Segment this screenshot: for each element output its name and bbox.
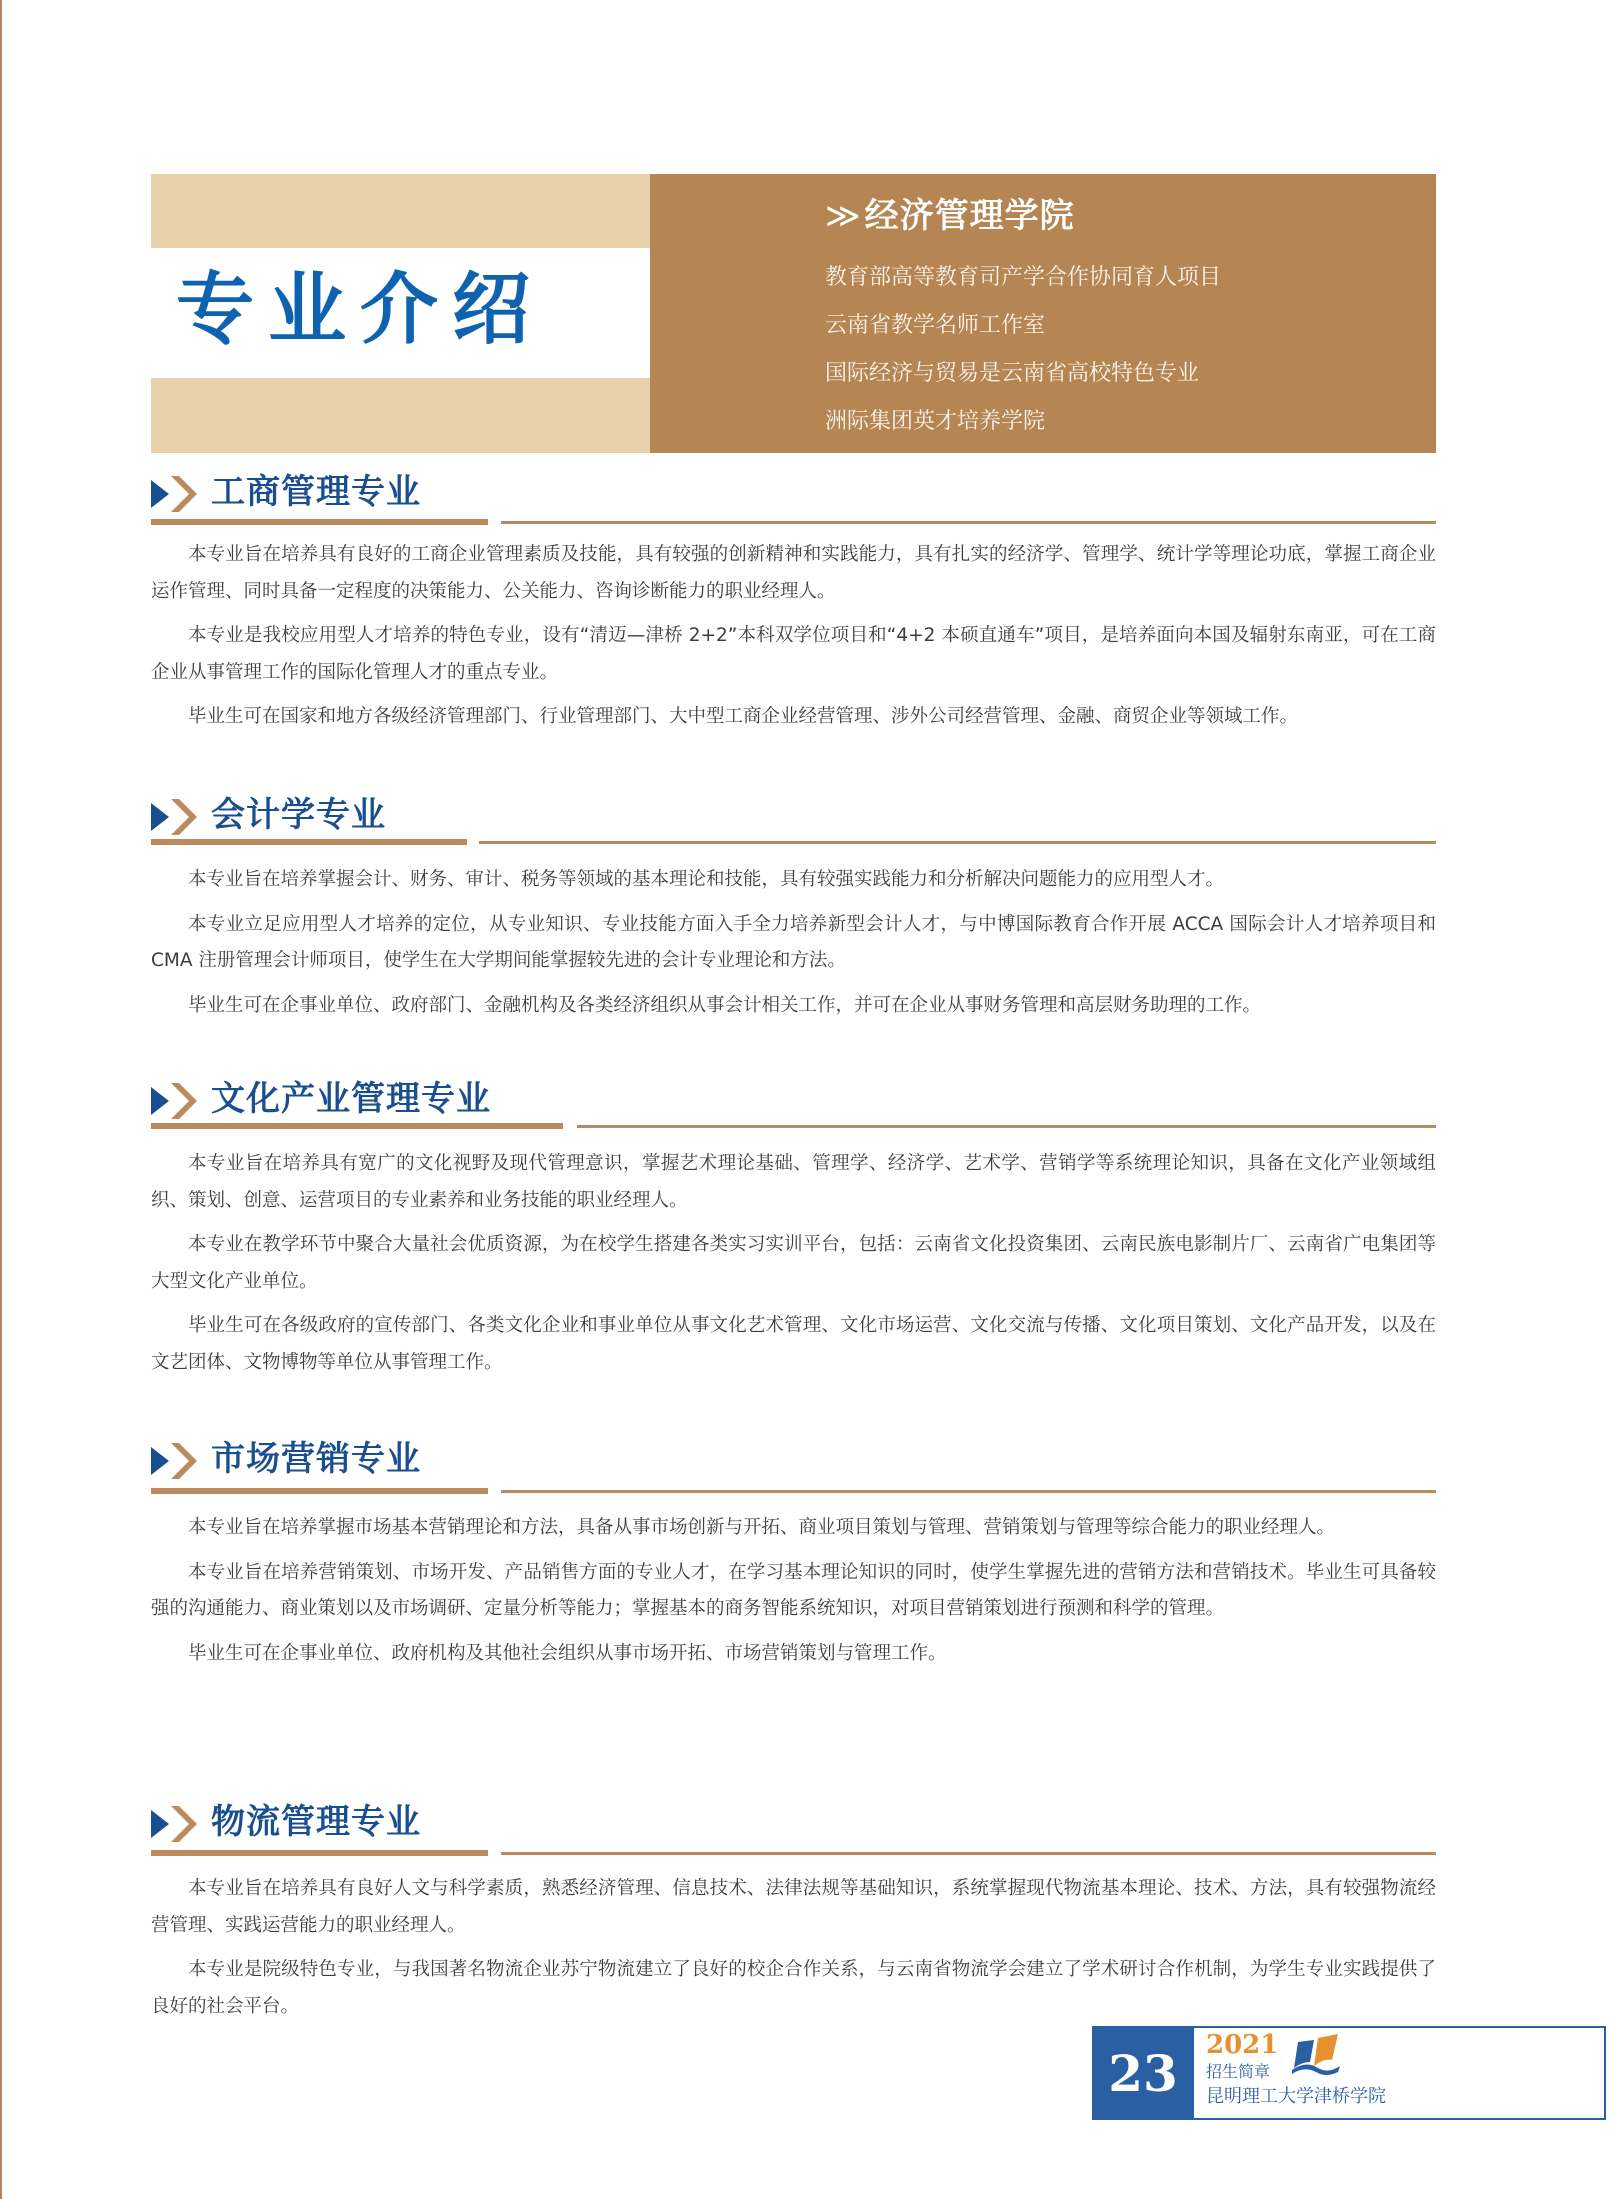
college-highlight: 洲际集团英才培养学院 bbox=[825, 409, 1046, 434]
paragraph: 毕业生可在企事业单位、政府部门、金融机构及各类经济组织从事会计相关工作，并可在企业从事财务管理和高层财务助理的工作。 bbox=[188, 994, 1262, 1016]
section-marketing bbox=[151, 1434, 1436, 1664]
paragraph: 本专业旨在培养营销策划、市场开发、产品销售方面的专业人才，在学习基本理论知识的同时，使学生掌握先进的营销方法和营销技术。毕业生可具备较强的沟通能力、商业策划以及市场调研、定量分析等能力；掌握基本的商务智能系统知识，对项目营销策划进行预测和科学的管理。 bbox=[151, 1561, 1436, 1619]
paragraph: 毕业生可在各级政府的宣传部门、各类文化企业和事业单位从事文化艺术管理、文化市场运营、文化交流与传播、文化项目策划、文化产品开发，以及在文艺团体、文物博物等单位从事管理工作。 bbox=[151, 1315, 1436, 1373]
section-heading bbox=[151, 1797, 1436, 1853]
page-edge-stripe bbox=[0, 0, 2, 2199]
section-cultural-industry bbox=[151, 1074, 1436, 1373]
college-highlight: 国际经济与贸易是云南省高校特色专业 bbox=[825, 361, 1200, 386]
section-heading bbox=[151, 467, 1436, 523]
section-body bbox=[151, 537, 1436, 744]
section-body bbox=[151, 862, 1436, 1032]
section-title: 文化产业管理专业 bbox=[211, 1079, 491, 1119]
section-logistics bbox=[151, 1797, 1436, 2017]
college-panel bbox=[650, 174, 1436, 453]
paragraph: 本专业旨在培养具有宽广的文化视野及现代管理意识，掌握艺术理论基础、管理学、经济学、艺术学、营销学等系统理论知识，具备在文化产业领域组织、策划、创意、运营项目的专业素养和业务技能的职业经理人。 bbox=[151, 1153, 1436, 1211]
section-rule-thick bbox=[151, 519, 488, 525]
section-rule-thick bbox=[151, 1850, 488, 1856]
section-rule-thin bbox=[479, 841, 1436, 844]
section-heading bbox=[151, 1434, 1436, 1490]
section-heading bbox=[151, 1074, 1436, 1130]
section-rule-thin bbox=[501, 521, 1436, 524]
section-arrow-icon bbox=[151, 1805, 203, 1843]
brochure-subtitle: 招生简章 bbox=[1206, 2062, 1271, 2081]
section-heading bbox=[151, 790, 1436, 846]
school-name: 昆明理工大学津桥学院 bbox=[1206, 2086, 1386, 2107]
section-business-admin bbox=[151, 467, 1436, 727]
footer-brand-box bbox=[1194, 2026, 1606, 2120]
college-heading bbox=[825, 196, 1075, 236]
paragraph: 本专业旨在培养掌握会计、财务、审计、税务等领域的基本理论和技能，具有较强实践能力和分析解决问题能力的应用型人才。 bbox=[188, 869, 1225, 890]
section-title: 市场营销专业 bbox=[211, 1439, 421, 1479]
section-body bbox=[151, 1510, 1436, 1680]
paragraph: 本专业是院级特色专业，与我国著名物流企业苏宁物流建立了良好的校企合作关系，与云南省物流学会建立了学术研讨合作机制，为学生专业实践提供了良好的社会平台。 bbox=[151, 1959, 1436, 2017]
book-logo-icon bbox=[1292, 2032, 1342, 2076]
section-arrow-icon bbox=[151, 1442, 203, 1480]
section-rule-thin bbox=[577, 1125, 1436, 1128]
section-title: 会计学专业 bbox=[211, 795, 386, 835]
paragraph: 毕业生可在企事业单位、政府机构及其他社会组织从事市场开拓、市场营销策划与管理工作。 bbox=[188, 1642, 947, 1664]
paragraph: 本专业旨在培养掌握市场基本营销理论和方法，具备从事市场创新与开拓、商业项目策划与管理、营销策划与管理等综合能力的职业经理人。 bbox=[188, 1517, 1336, 1538]
section-accounting bbox=[151, 790, 1436, 1016]
paragraph: 本专业是我校应用型人才培养的特色专业，设有“清迈—津桥 2+2”本科双学位项目和“4+2 本硕直通车”项目，是培养面向本国及辐射东南亚，可在工商企业从事管理工作的国际化管理人才的重点专业。 bbox=[151, 625, 1436, 683]
section-rule-thick bbox=[151, 1123, 563, 1129]
paragraph: 本专业旨在培养具有良好的工商企业管理素质及技能，具有较强的创新精神和实践能力，具有扎实的经济学、管理学、统计学等理论功底，掌握工商企业运作管理、同时具备一定程度的决策能力、公关能力、咨询诊断能力的职业经理人。 bbox=[151, 544, 1436, 602]
section-rule-thin bbox=[501, 1852, 1436, 1855]
section-rule-thin bbox=[501, 1490, 1436, 1493]
college-highlight: 教育部高等教育司产学合作协同育人项目 bbox=[825, 265, 1222, 290]
paragraph: 毕业生可在国家和地方各级经济管理部门、行业管理部门、大中型工商企业经营管理、涉外公司经营管理、金融、商贸企业等领域工作。 bbox=[188, 706, 1299, 727]
page-title: 专业介绍 bbox=[176, 265, 545, 355]
college-highlight: 云南省教学名师工作室 bbox=[825, 313, 1046, 338]
college-name: 经济管理学院 bbox=[864, 196, 1075, 236]
paragraph: 本专业旨在培养具有良好人文与科学素质，熟悉经济管理、信息技术、法律法规等基础知识，系统掌握现代物流基本理论、技术、方法，具有较强物流经营管理、实践运营能力的职业经理人。 bbox=[151, 1878, 1436, 1936]
college-highlights bbox=[825, 254, 1221, 446]
section-body bbox=[151, 1146, 1436, 1389]
double-chevron-icon: ≫ bbox=[825, 196, 861, 236]
section-arrow-icon bbox=[151, 475, 203, 513]
paragraph: 本专业立足应用型人才培养的定位，从专业知识、专业技能方面入手全力培养新型会计人才，与中博国际教育合作开展 ACCA 国际会计人才培养项目和 CMA 注册管理会计师项目，使学生在大学期间能掌握较先进的会计专业理论和方法。 bbox=[151, 913, 1436, 971]
brochure-year: 2021 bbox=[1206, 2030, 1279, 2060]
section-arrow-icon bbox=[151, 1082, 203, 1120]
paragraph: 本专业在教学环节中聚合大量社会优质资源，为在校学生搭建各类实习实训平台，包括：云南省文化投资集团、云南民族电影制片厂、云南省广电集团等大型文化产业单位。 bbox=[151, 1234, 1436, 1292]
section-title: 工商管理专业 bbox=[211, 472, 421, 512]
section-rule-thick bbox=[151, 1488, 488, 1494]
banner-title-panel bbox=[151, 174, 650, 453]
section-rule-thick bbox=[151, 839, 467, 845]
section-title: 物流管理专业 bbox=[211, 1802, 421, 1842]
page-number: 23 bbox=[1092, 2026, 1194, 2120]
header-banner bbox=[151, 174, 1436, 453]
section-body bbox=[151, 1871, 1436, 2033]
page-footer bbox=[1092, 2026, 1610, 2120]
section-arrow-icon bbox=[151, 798, 203, 836]
